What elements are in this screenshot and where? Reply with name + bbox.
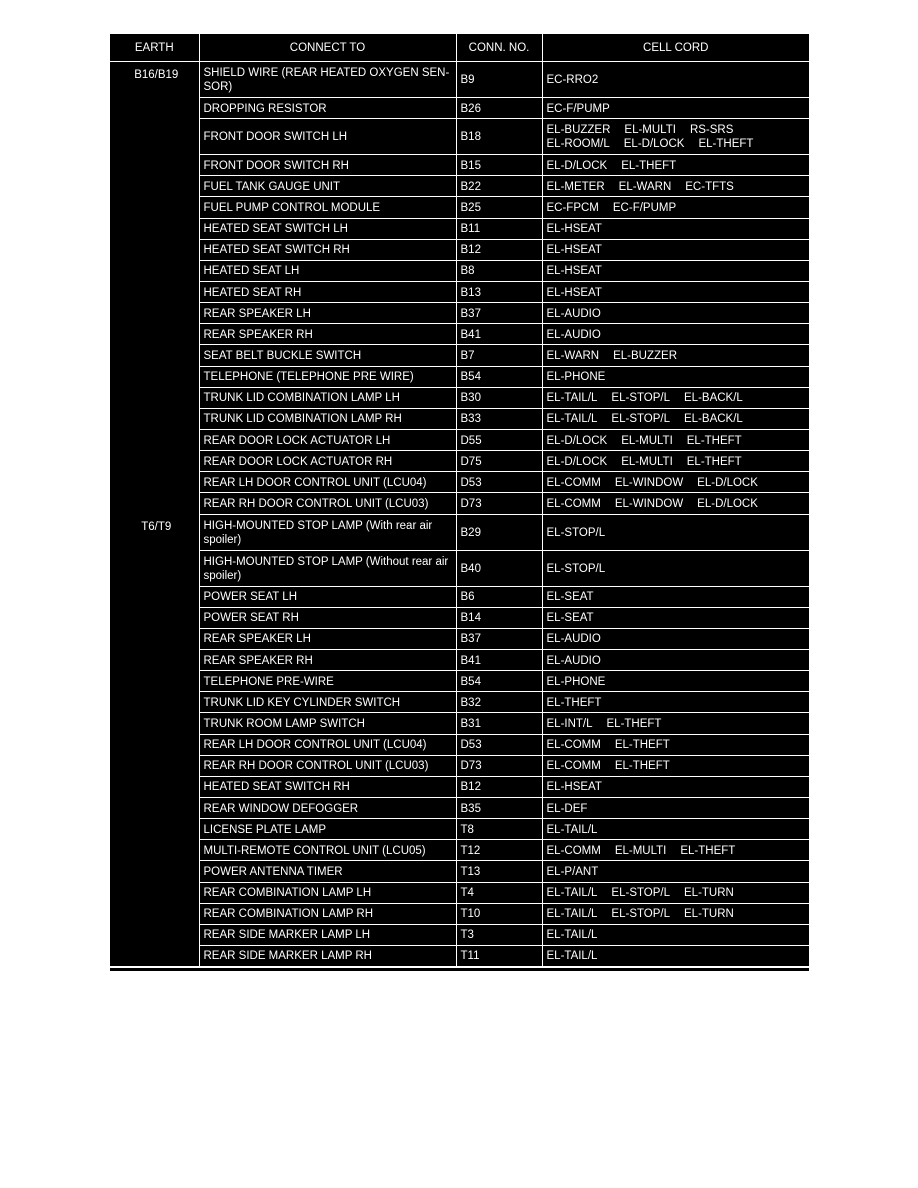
- cell-cord-code: EL-TAIL/L: [546, 823, 598, 836]
- table-row: [110, 797, 809, 818]
- header-cell-cord: CELL CORD: [542, 34, 809, 62]
- conn-no-cell: B12: [456, 239, 542, 260]
- cell-cord-code: EL-WARN: [618, 180, 672, 193]
- table-row: [110, 260, 809, 281]
- cell-cord-code: EL-D/LOCK: [623, 138, 685, 151]
- cell-cord-cell: [542, 628, 809, 649]
- conn-no-cell: B40: [456, 550, 542, 586]
- cell-cord-code: EL-METER: [546, 180, 605, 193]
- cell-cord-code: EL-SEAT: [546, 612, 594, 625]
- connect-to-cell: TELEPHONE (TELEPHONE PRE WIRE): [199, 366, 456, 387]
- cell-cord-code: EL-WARN: [546, 349, 600, 362]
- cell-cord-cell: [542, 671, 809, 692]
- conn-no-cell: D53: [456, 472, 542, 493]
- conn-no-cell: B41: [456, 649, 542, 670]
- earth-connection-table: [110, 34, 809, 967]
- cell-cord-cell: [542, 260, 809, 281]
- table-row: [110, 281, 809, 302]
- connect-to-cell: REAR DOOR LOCK ACTUATOR LH: [199, 429, 456, 450]
- conn-no-cell: B32: [456, 692, 542, 713]
- connect-to-cell: TELEPHONE PRE-WIRE: [199, 671, 456, 692]
- cell-cord-code: EL-BUZZER: [546, 124, 611, 137]
- cell-cord-cell: [542, 692, 809, 713]
- cell-cord-code: EL-TAIL/L: [546, 950, 598, 963]
- cell-cord-cell: [542, 514, 809, 550]
- cell-cord-cell: [542, 303, 809, 324]
- table-row: [110, 303, 809, 324]
- cell-cord-code: EL-MULTI: [614, 844, 667, 857]
- conn-no-cell: B41: [456, 324, 542, 345]
- table-row: [110, 98, 809, 119]
- cell-cord-code: EL-COMM: [546, 844, 601, 857]
- connect-to-cell: REAR COMBINATION LAMP RH: [199, 903, 456, 924]
- cell-cord-cell: [542, 550, 809, 586]
- cell-cord-code: EL-AUDIO: [546, 307, 601, 320]
- cell-cord-code: EL-TAIL/L: [546, 887, 598, 900]
- cell-cord-cell: [542, 840, 809, 861]
- conn-no-cell: B35: [456, 797, 542, 818]
- cell-cord-cell: [542, 734, 809, 755]
- cell-cord-cell: [542, 345, 809, 366]
- cell-cord-code: EL-COMM: [546, 760, 601, 773]
- cell-cord-cell: [542, 924, 809, 945]
- cell-cord-code: RS-SRS: [689, 124, 734, 137]
- connect-to-cell: POWER SEAT LH: [199, 586, 456, 607]
- table-row: [110, 586, 809, 607]
- table-row: [110, 607, 809, 628]
- conn-no-cell: T11: [456, 945, 542, 966]
- conn-no-cell: D53: [456, 734, 542, 755]
- table-row: [110, 903, 809, 924]
- table-row: [110, 366, 809, 387]
- cell-cord-code: EL-STOP/L: [546, 526, 606, 539]
- cell-cord-code: EL-STOP/L: [611, 908, 671, 921]
- table-row: [110, 882, 809, 903]
- conn-no-cell: B54: [456, 366, 542, 387]
- conn-no-cell: B14: [456, 607, 542, 628]
- cell-cord-cell: [542, 451, 809, 472]
- cell-cord-code: EC-FPCM: [546, 201, 599, 214]
- connect-to-cell: TRUNK ROOM LAMP SWITCH: [199, 713, 456, 734]
- connect-to-cell: HIGH-MOUNTED STOP LAMP (With rear air spoiler): [199, 514, 456, 550]
- table-row: [110, 755, 809, 776]
- table-header-row: [110, 34, 809, 62]
- cell-cord-code: EL-PHONE: [546, 675, 606, 688]
- conn-no-cell: B6: [456, 586, 542, 607]
- conn-no-cell: D55: [456, 429, 542, 450]
- table-body: [110, 62, 809, 967]
- connect-to-cell: HEATED SEAT SWITCH RH: [199, 776, 456, 797]
- conn-no-cell: D75: [456, 451, 542, 472]
- header-connect-to: CONNECT TO: [199, 34, 456, 62]
- cell-cord-code: EL-STOP/L: [611, 887, 671, 900]
- cell-cord-cell: [542, 429, 809, 450]
- cell-cord-cell: [542, 649, 809, 670]
- header-earth: EARTH: [110, 34, 199, 62]
- cell-cord-code: EL-DEF: [546, 802, 588, 815]
- connect-to-cell: LICENSE PLATE LAMP: [199, 819, 456, 840]
- connect-to-cell: HEATED SEAT SWITCH RH: [199, 239, 456, 260]
- connect-to-cell: HEATED SEAT SWITCH LH: [199, 218, 456, 239]
- connect-to-cell: FRONT DOOR SWITCH LH: [199, 119, 456, 155]
- table-row: [110, 176, 809, 197]
- connect-to-cell: REAR LH DOOR CONTROL UNIT (LCU04): [199, 734, 456, 755]
- connect-to-cell: REAR WINDOW DEFOGGER: [199, 797, 456, 818]
- cell-cord-cell: [542, 218, 809, 239]
- connect-to-cell: HEATED SEAT LH: [199, 260, 456, 281]
- cell-cord-cell: [542, 797, 809, 818]
- conn-no-cell: T12: [456, 840, 542, 861]
- conn-no-cell: B30: [456, 387, 542, 408]
- cell-cord-cell: [542, 776, 809, 797]
- cell-cord-code: EL-HSEAT: [546, 244, 602, 257]
- cell-cord-code: EL-P/ANT: [546, 865, 599, 878]
- cell-cord-cell: [542, 155, 809, 176]
- cell-cord-code: EL-ROOM/L: [546, 138, 610, 151]
- cell-cord-cell: [542, 281, 809, 302]
- cell-cord-cell: [542, 819, 809, 840]
- connect-to-cell: TRUNK LID COMBINATION LAMP RH: [199, 408, 456, 429]
- conn-no-cell: T10: [456, 903, 542, 924]
- cell-cord-code: EL-STOP/L: [611, 413, 671, 426]
- connect-to-cell: HEATED SEAT RH: [199, 281, 456, 302]
- cell-cord-cell: [542, 882, 809, 903]
- cell-cord-code: EL-THEFT: [546, 696, 602, 709]
- cell-cord-cell: [542, 755, 809, 776]
- cell-cord-code: EL-MULTI: [621, 455, 673, 468]
- cell-cord-code: EC-TFTS: [685, 180, 734, 193]
- table-row: [110, 840, 809, 861]
- cell-cord-code: EL-D/LOCK: [697, 476, 758, 489]
- cell-cord-cell: [542, 197, 809, 218]
- connect-to-cell: REAR LH DOOR CONTROL UNIT (LCU04): [199, 472, 456, 493]
- cell-cord-cell: [542, 176, 809, 197]
- table-row: [110, 713, 809, 734]
- table-row: [110, 671, 809, 692]
- connect-to-cell: REAR SIDE MARKER LAMP LH: [199, 924, 456, 945]
- cell-cord-code: EC-RRO2: [546, 74, 599, 86]
- cell-cord-code: EL-AUDIO: [546, 654, 601, 667]
- conn-no-cell: B26: [456, 98, 542, 119]
- table-row: [110, 119, 809, 155]
- table-row: [110, 218, 809, 239]
- conn-no-cell: B37: [456, 303, 542, 324]
- cell-cord-cell: [542, 903, 809, 924]
- cell-cord-code: EL-TAIL/L: [546, 413, 598, 426]
- cell-cord-code: EL-THEFT: [680, 844, 736, 857]
- conn-no-cell: T13: [456, 861, 542, 882]
- connect-to-cell: DROPPING RESISTOR: [199, 98, 456, 119]
- table-row: [110, 324, 809, 345]
- cell-cord-code: EL-PHONE: [546, 371, 606, 384]
- conn-no-cell: B54: [456, 671, 542, 692]
- connect-to-cell: REAR SPEAKER LH: [199, 628, 456, 649]
- connect-to-cell: SHIELD WIRE (REAR HEATED OXYGEN SEN-SOR): [199, 62, 456, 98]
- cell-cord-code: EL-INT/L: [546, 717, 593, 730]
- connect-to-cell: POWER SEAT RH: [199, 607, 456, 628]
- conn-no-cell: B33: [456, 408, 542, 429]
- table-row: [110, 239, 809, 260]
- cell-cord-code: EL-WINDOW: [614, 476, 684, 489]
- cell-cord-cell: [542, 119, 809, 155]
- conn-no-cell: B15: [456, 155, 542, 176]
- connect-to-cell: REAR COMBINATION LAMP LH: [199, 882, 456, 903]
- table-row: [110, 197, 809, 218]
- conn-no-cell: D73: [456, 755, 542, 776]
- conn-no-cell: T8: [456, 819, 542, 840]
- connect-to-cell: TRUNK LID COMBINATION LAMP LH: [199, 387, 456, 408]
- cell-cord-code: EL-THEFT: [614, 739, 670, 752]
- cell-cord-code: EL-AUDIO: [546, 633, 601, 646]
- cell-cord-cell: [542, 607, 809, 628]
- cell-cord-code: EL-HSEAT: [546, 223, 602, 236]
- cell-cord-cell: [542, 586, 809, 607]
- cell-cord-code: EL-TAIL/L: [546, 392, 598, 405]
- connect-to-cell: TRUNK LID KEY CYLINDER SWITCH: [199, 692, 456, 713]
- connect-to-cell: REAR SPEAKER RH: [199, 649, 456, 670]
- cell-cord-code: EC-F/PUMP: [546, 102, 610, 115]
- connect-to-cell: REAR RH DOOR CONTROL UNIT (LCU03): [199, 755, 456, 776]
- connect-to-cell: REAR SPEAKER LH: [199, 303, 456, 324]
- conn-no-cell: T3: [456, 924, 542, 945]
- table-row: [110, 776, 809, 797]
- cell-cord-code: EL-TAIL/L: [546, 908, 598, 921]
- table-row: [110, 155, 809, 176]
- bottom-rule: [110, 966, 809, 968]
- cell-cord-code: EL-HSEAT: [546, 265, 602, 278]
- conn-no-cell: B11: [456, 218, 542, 239]
- table-row: [110, 734, 809, 755]
- table-row: [110, 514, 809, 550]
- earth-cell: B16/B19: [134, 69, 179, 81]
- table-row: [110, 550, 809, 586]
- cell-cord-code: EL-THEFT: [614, 760, 670, 773]
- cell-cord-code: EL-D/LOCK: [546, 455, 608, 468]
- table-row: [110, 649, 809, 670]
- conn-no-cell: T4: [456, 882, 542, 903]
- cell-cord-code: EL-STOP/L: [611, 392, 671, 405]
- table-row: [110, 387, 809, 408]
- cell-cord-cell: [542, 387, 809, 408]
- conn-no-cell: B12: [456, 776, 542, 797]
- table-row: [110, 345, 809, 366]
- connect-to-cell: POWER ANTENNA TIMER: [199, 861, 456, 882]
- cell-cord-code: EL-AUDIO: [546, 328, 601, 341]
- cell-cord-code: EL-TURN: [684, 908, 734, 921]
- cell-cord-code: EL-THEFT: [698, 138, 754, 151]
- cell-cord-code: EL-MULTI: [621, 434, 673, 447]
- conn-no-cell: B13: [456, 281, 542, 302]
- cell-cord-code: EL-COMM: [546, 739, 601, 752]
- conn-no-cell: B29: [456, 514, 542, 550]
- cell-cord-code: EL-BACK/L: [684, 413, 743, 426]
- cell-cord-cell: [542, 239, 809, 260]
- connect-to-cell: SEAT BELT BUCKLE SWITCH: [199, 345, 456, 366]
- table-row: [110, 692, 809, 713]
- cell-cord-code: EL-WINDOW: [614, 497, 684, 510]
- cell-cord-cell: [542, 366, 809, 387]
- conn-no-cell: D73: [456, 493, 542, 514]
- cell-cord-cell: [542, 861, 809, 882]
- wiring-earth-table-sheet: [110, 34, 809, 971]
- table-row: [110, 628, 809, 649]
- cell-cord-cell: [542, 713, 809, 734]
- cell-cord-code: EC-F/PUMP: [612, 201, 677, 214]
- table-row: [110, 408, 809, 429]
- earth-cell: T6/T9: [141, 521, 172, 534]
- table-row: [110, 861, 809, 882]
- connect-to-cell: MULTI-REMOTE CONTROL UNIT (LCU05): [199, 840, 456, 861]
- table-row: [110, 945, 809, 966]
- table-row: [110, 429, 809, 450]
- cell-cord-code: EL-THEFT: [686, 455, 742, 468]
- conn-no-cell: B7: [456, 345, 542, 366]
- conn-no-cell: B25: [456, 197, 542, 218]
- conn-no-cell: B8: [456, 260, 542, 281]
- conn-no-cell: B37: [456, 628, 542, 649]
- cell-cord-cell: [542, 493, 809, 514]
- connect-to-cell: REAR RH DOOR CONTROL UNIT (LCU03): [199, 493, 456, 514]
- cell-cord-code: EL-D/LOCK: [546, 434, 608, 447]
- cell-cord-code: EL-SEAT: [546, 591, 594, 604]
- cell-cord-code: EL-BACK/L: [684, 392, 743, 405]
- cell-cord-code: EL-COMM: [546, 497, 601, 510]
- cell-cord-cell: [542, 408, 809, 429]
- conn-no-cell: B22: [456, 176, 542, 197]
- connect-to-cell: FUEL TANK GAUGE UNIT: [199, 176, 456, 197]
- cell-cord-cell: [542, 472, 809, 493]
- connect-to-cell: FRONT DOOR SWITCH RH: [199, 155, 456, 176]
- header-conn-no: CONN. NO.: [456, 34, 542, 62]
- connect-to-cell: FUEL PUMP CONTROL MODULE: [199, 197, 456, 218]
- conn-no-cell: B31: [456, 713, 542, 734]
- connect-to-cell: REAR SPEAKER RH: [199, 324, 456, 345]
- cell-cord-code: EL-BUZZER: [613, 349, 678, 362]
- table-row: [110, 924, 809, 945]
- cell-cord-code: EL-THEFT: [606, 717, 662, 730]
- table-row: [110, 62, 809, 98]
- conn-no-cell: B9: [456, 62, 542, 98]
- cell-cord-code: EL-THEFT: [621, 159, 677, 172]
- cell-cord-cell: [542, 98, 809, 119]
- table-row: [110, 472, 809, 493]
- table-row: [110, 493, 809, 514]
- cell-cord-cell: [542, 324, 809, 345]
- cell-cord-code: EL-STOP/L: [546, 562, 606, 575]
- connect-to-cell: HIGH-MOUNTED STOP LAMP (Without rear air spoiler): [199, 550, 456, 586]
- cell-cord-code: EL-TAIL/L: [546, 929, 598, 942]
- connect-to-cell: REAR SIDE MARKER LAMP RH: [199, 945, 456, 966]
- connect-to-cell: REAR DOOR LOCK ACTUATOR RH: [199, 451, 456, 472]
- cell-cord-cell: [542, 945, 809, 966]
- cell-cord-code: EL-THEFT: [686, 434, 742, 447]
- cell-cord-code: EL-D/LOCK: [546, 159, 608, 172]
- cell-cord-code: EL-D/LOCK: [697, 497, 758, 510]
- conn-no-cell: B18: [456, 119, 542, 155]
- cell-cord-code: EL-MULTI: [624, 124, 676, 137]
- cell-cord-code: EL-TURN: [684, 887, 734, 900]
- table-row: [110, 819, 809, 840]
- table-row: [110, 451, 809, 472]
- cell-cord-code: EL-HSEAT: [546, 781, 602, 794]
- cell-cord-cell: [542, 62, 809, 98]
- cell-cord-code: EL-HSEAT: [546, 286, 602, 299]
- cell-cord-code: EL-COMM: [546, 476, 601, 489]
